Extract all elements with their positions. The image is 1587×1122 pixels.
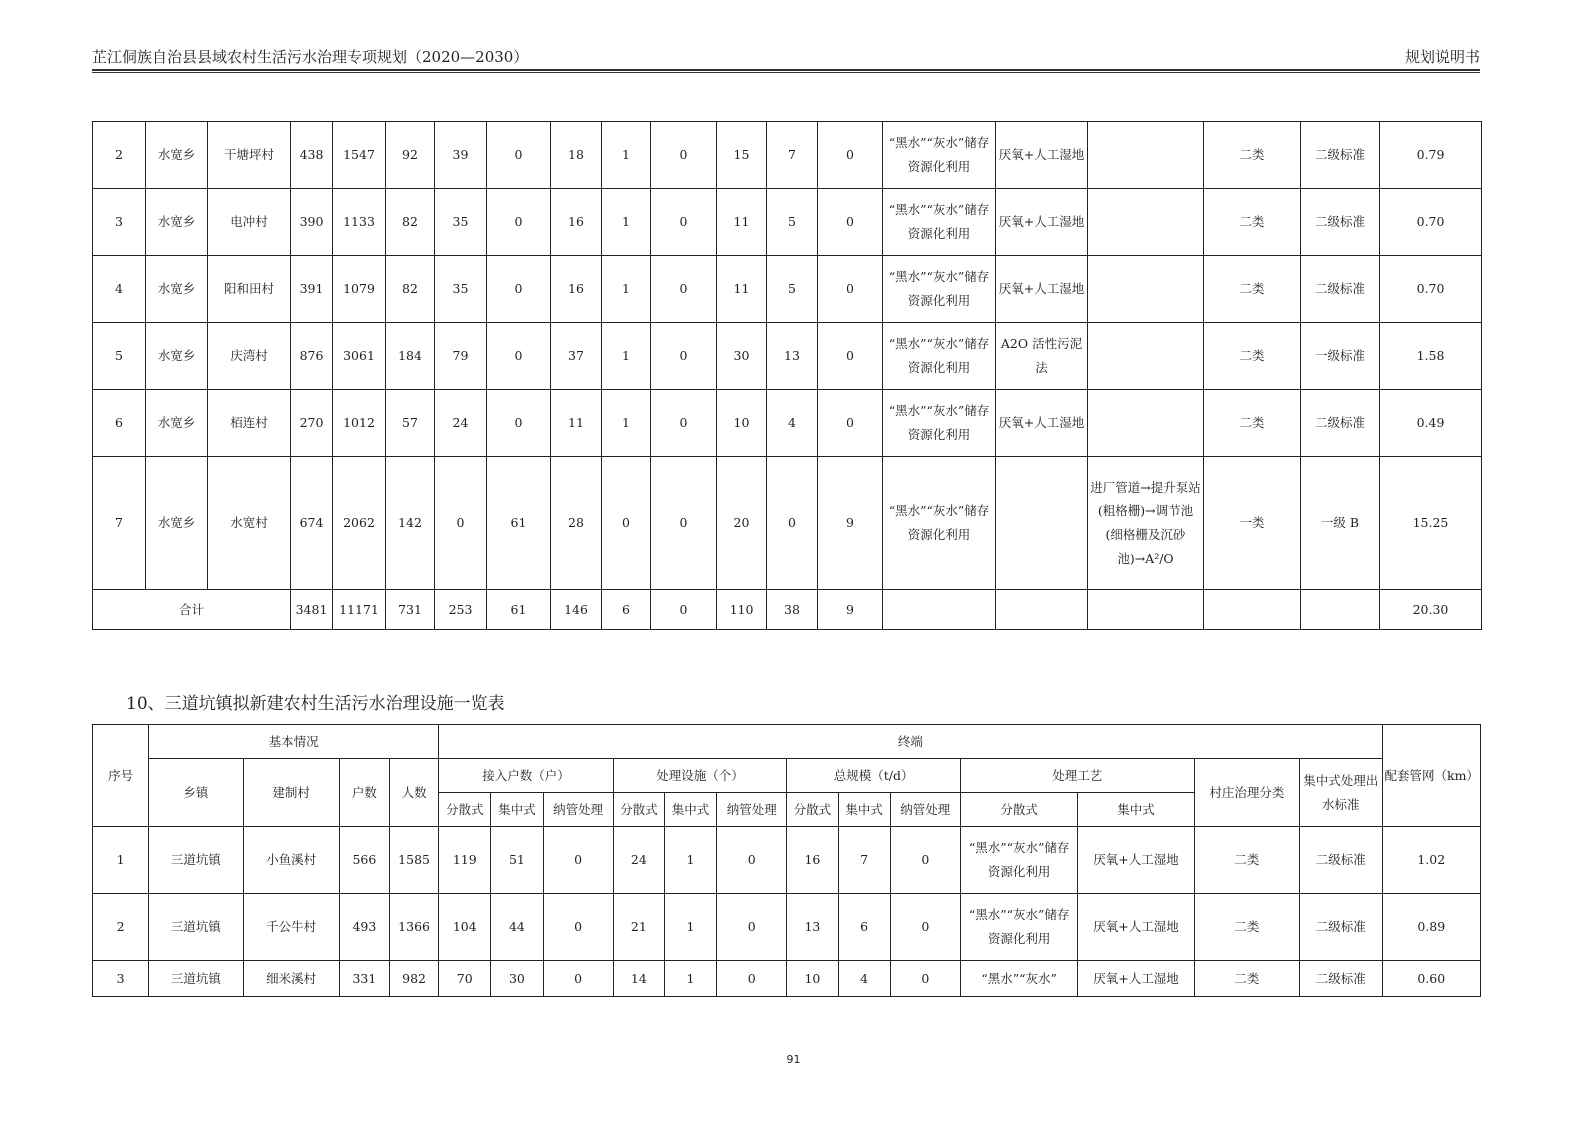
table-cell: 进厂管道→提升泵站(粗格栅)→调节池(细格栅及沉砂池)→A²/O <box>1088 457 1204 590</box>
table-cell: 493 <box>339 894 389 961</box>
table-cell: 184 <box>386 323 435 390</box>
table-cell: 4 <box>93 256 146 323</box>
table-cell: 0 <box>818 323 883 390</box>
table-cell: 92 <box>386 122 435 189</box>
table-cell <box>1088 256 1204 323</box>
table-cell: 390 <box>291 189 333 256</box>
table-cell: 1 <box>93 827 149 894</box>
table-cell: 61 <box>487 457 551 590</box>
table-cell: 庆湾村 <box>208 323 291 390</box>
table-cell: 15.25 <box>1380 457 1482 590</box>
document-type: 规划说明书 <box>1404 48 1480 66</box>
table-cell: 二类 <box>1194 961 1299 997</box>
table-cell: 0.60 <box>1382 961 1481 997</box>
table-cell <box>1088 323 1204 390</box>
table2-header <box>93 725 1481 827</box>
table-cell: 15 <box>717 122 767 189</box>
table-cell: 1 <box>664 961 716 997</box>
table-cell: 0 <box>717 894 787 961</box>
table-cell: 70 <box>439 961 491 997</box>
table-cell: 6 <box>838 894 890 961</box>
table-cell: 二级标准 <box>1300 894 1382 961</box>
table-cell <box>1204 590 1301 630</box>
table-cell: 30 <box>717 323 767 390</box>
table-cell: 0.70 <box>1380 189 1482 256</box>
table-cell: 1366 <box>390 894 439 961</box>
table-cell: 水宽乡 <box>146 189 208 256</box>
table-cell: 0 <box>890 961 960 997</box>
table-cell: 5 <box>93 323 146 390</box>
table-cell: 6 <box>93 390 146 457</box>
table-cell: 0 <box>651 457 717 590</box>
table-cell: 1 <box>664 894 716 961</box>
table-cell: 二类 <box>1194 894 1299 961</box>
table-cell: 2062 <box>333 457 386 590</box>
table-cell: 0.49 <box>1380 390 1482 457</box>
table-cell: 厌氧+人工湿地 <box>996 189 1088 256</box>
header-village: 建制村 <box>243 759 339 827</box>
table-cell: 10 <box>787 961 838 997</box>
header-pipe: 纳管处理 <box>717 793 787 827</box>
table-cell: 6 <box>602 590 651 630</box>
table-cell: 0.89 <box>1382 894 1481 961</box>
table-cell: “黑水”“灰水”储存资源化利用 <box>960 827 1077 894</box>
table-cell: 0 <box>543 961 613 997</box>
table-cell: 1 <box>602 390 651 457</box>
table-row <box>93 827 1481 894</box>
table-cell: 142 <box>386 457 435 590</box>
table-cell: “黑水”“灰水”储存资源化利用 <box>883 390 996 457</box>
table-cell: “黑水”“灰水”储存资源化利用 <box>883 323 996 390</box>
header-total-scale: 总规模（t/d） <box>787 759 961 793</box>
table-cell: 二级标准 <box>1301 122 1380 189</box>
table-cell: 阳和田村 <box>208 256 291 323</box>
table-cell: 0 <box>487 122 551 189</box>
table-cell: 小鱼溪村 <box>243 827 339 894</box>
table-cell: 7 <box>767 122 818 189</box>
table-cell: 1585 <box>390 827 439 894</box>
table-cell: 146 <box>551 590 602 630</box>
table-cell: 0 <box>651 323 717 390</box>
table-cell: 1 <box>602 189 651 256</box>
table-cell: 391 <box>291 256 333 323</box>
table-cell: 3 <box>93 189 146 256</box>
table-cell: 16 <box>787 827 838 894</box>
table-row <box>93 189 1482 256</box>
table-cell: 水宽乡 <box>146 457 208 590</box>
table-cell: 18 <box>551 122 602 189</box>
table-cell: 1547 <box>333 122 386 189</box>
table-cell: 0 <box>651 590 717 630</box>
table-cell: 79 <box>435 323 487 390</box>
table-cell: 0 <box>818 390 883 457</box>
header-centralized: 集中式 <box>664 793 716 827</box>
table-cell: 7 <box>93 457 146 590</box>
table-cell: “黑水”“灰水”储存资源化利用 <box>883 122 996 189</box>
table-cell: 14 <box>613 961 664 997</box>
table-cell: 331 <box>339 961 389 997</box>
table-cell: 2 <box>93 122 146 189</box>
table-cell: 1 <box>664 827 716 894</box>
header-dispersed: 分散式 <box>613 793 664 827</box>
table-cell: 1.58 <box>1380 323 1482 390</box>
table-cell: 0 <box>717 961 787 997</box>
header-dispersed: 分散式 <box>787 793 838 827</box>
table-cell: 1 <box>602 122 651 189</box>
table-row <box>93 390 1482 457</box>
table-cell: 厌氧+人工湿地 <box>996 256 1088 323</box>
table-cell: 二级标准 <box>1300 961 1382 997</box>
table-cell: 0 <box>602 457 651 590</box>
table-cell: 3 <box>93 961 149 997</box>
table2-body <box>93 827 1481 997</box>
table-cell: 674 <box>291 457 333 590</box>
table-cell: 253 <box>435 590 487 630</box>
table-cell: 细米溪村 <box>243 961 339 997</box>
table-cell: 千公牛村 <box>243 894 339 961</box>
table-cell: 982 <box>390 961 439 997</box>
table-cell: 24 <box>613 827 664 894</box>
header-process: 处理工艺 <box>960 759 1194 793</box>
header-people: 人数 <box>390 759 439 827</box>
table-cell <box>883 590 996 630</box>
table-cell: “黑水”“灰水”储存资源化利用 <box>883 256 996 323</box>
table-cell: 0 <box>543 894 613 961</box>
table-cell: 0 <box>890 827 960 894</box>
table-cell: 0 <box>818 189 883 256</box>
table-cell: 0 <box>890 894 960 961</box>
table-row <box>93 256 1482 323</box>
table-cell: 37 <box>551 323 602 390</box>
document-title: 芷江侗族自治县县域农村生活污水治理专项规划（2020—2030） <box>92 48 529 66</box>
table-cell: 电冲村 <box>208 189 291 256</box>
table-cell: 0 <box>651 189 717 256</box>
table-cell: 二类 <box>1204 390 1301 457</box>
total-label: 合计 <box>93 590 291 630</box>
table-cell: 二类 <box>1204 323 1301 390</box>
table-cell: 57 <box>386 390 435 457</box>
table-cell: 11171 <box>333 590 386 630</box>
page-number: 91 <box>786 1053 801 1066</box>
table-cell: A2O 活性污泥法 <box>996 323 1088 390</box>
table-cell: 5 <box>767 189 818 256</box>
table-shuikuan-continued <box>92 121 1482 630</box>
table-cell: 1133 <box>333 189 386 256</box>
table-cell: 82 <box>386 256 435 323</box>
table-cell: 1 <box>602 323 651 390</box>
table-cell: 0 <box>717 827 787 894</box>
table-cell: 0 <box>651 390 717 457</box>
header-village-class: 村庄治理分类 <box>1194 759 1299 827</box>
table-cell: 0.79 <box>1380 122 1482 189</box>
table-cell: 水宽乡 <box>146 256 208 323</box>
total-row <box>93 590 1482 630</box>
table-cell: 731 <box>386 590 435 630</box>
table-cell: 二类 <box>1194 827 1299 894</box>
table-cell: 35 <box>435 256 487 323</box>
table-cell: 4 <box>838 961 890 997</box>
table-cell: 51 <box>491 827 543 894</box>
table-cell: 876 <box>291 323 333 390</box>
table-cell: 厌氧+人工湿地 <box>1078 894 1194 961</box>
table-cell: 水宽乡 <box>146 122 208 189</box>
table-cell: 厌氧+人工湿地 <box>1078 827 1194 894</box>
table-cell: “黑水”“灰水”储存资源化利用 <box>960 894 1077 961</box>
table-cell: 61 <box>487 590 551 630</box>
header-divider <box>92 69 1480 73</box>
header-pipe: 纳管处理 <box>890 793 960 827</box>
table-row <box>93 894 1481 961</box>
table-cell: 10 <box>717 390 767 457</box>
table-cell: 44 <box>491 894 543 961</box>
table-cell: 20 <box>717 457 767 590</box>
table-cell <box>1088 390 1204 457</box>
table-cell: 0 <box>487 323 551 390</box>
table-cell: 21 <box>613 894 664 961</box>
page-header <box>92 46 1480 70</box>
table-sandaokeng <box>92 724 1481 997</box>
table-cell <box>1301 590 1380 630</box>
table-cell: 39 <box>435 122 487 189</box>
table-cell: 水宽村 <box>208 457 291 590</box>
header-centralized: 集中式 <box>838 793 890 827</box>
table-cell: 9 <box>818 457 883 590</box>
header-town: 乡镇 <box>149 759 243 827</box>
header-dispersed: 分散式 <box>960 793 1077 827</box>
table-cell <box>1088 590 1204 630</box>
table-cell: 110 <box>717 590 767 630</box>
table-cell: 9 <box>818 590 883 630</box>
header-centralized: 集中式 <box>1078 793 1194 827</box>
table-cell: 566 <box>339 827 389 894</box>
table-cell: 11 <box>717 189 767 256</box>
table-cell: 1012 <box>333 390 386 457</box>
table-cell: 0 <box>818 256 883 323</box>
table-cell: 厌氧+人工湿地 <box>1078 961 1194 997</box>
table-cell: 1079 <box>333 256 386 323</box>
table-cell: 0 <box>818 122 883 189</box>
table-cell: 35 <box>435 189 487 256</box>
table-cell: 11 <box>717 256 767 323</box>
table-cell: 0 <box>543 827 613 894</box>
table-cell: 水宽乡 <box>146 323 208 390</box>
table-cell: 4 <box>767 390 818 457</box>
table-cell: 0 <box>487 189 551 256</box>
table-cell: “黑水”“灰水”储存资源化利用 <box>883 457 996 590</box>
table-cell: 2 <box>93 894 149 961</box>
header-seq: 序号 <box>93 725 149 827</box>
table-cell: 3481 <box>291 590 333 630</box>
table-cell: 0 <box>651 122 717 189</box>
table-cell: 一类 <box>1204 457 1301 590</box>
table-cell: 干塘坪村 <box>208 122 291 189</box>
header-centralized: 集中式 <box>491 793 543 827</box>
table-cell: 厌氧+人工湿地 <box>996 122 1088 189</box>
table-cell: 28 <box>551 457 602 590</box>
table-cell: 三道坑镇 <box>149 827 243 894</box>
table-cell: 0.70 <box>1380 256 1482 323</box>
table-cell: 20.30 <box>1380 590 1482 630</box>
header-terminal: 终端 <box>439 725 1382 759</box>
table-cell: 0 <box>651 256 717 323</box>
header-basic-info: 基本情况 <box>149 725 439 759</box>
table-cell: 11 <box>551 390 602 457</box>
table-row <box>93 961 1481 997</box>
table-cell: 栢连村 <box>208 390 291 457</box>
table-cell: 82 <box>386 189 435 256</box>
header-households: 户数 <box>339 759 389 827</box>
table-cell: 一级 B <box>1301 457 1380 590</box>
table-cell: 二类 <box>1204 122 1301 189</box>
table-cell: 30 <box>491 961 543 997</box>
header-effluent-standard: 集中式处理出水标准 <box>1300 759 1382 827</box>
table-cell: 二类 <box>1204 256 1301 323</box>
table1-body <box>93 122 1482 630</box>
table-row <box>93 122 1482 189</box>
table-cell: 438 <box>291 122 333 189</box>
header-connected-households: 接入户数（户） <box>439 759 614 793</box>
table-cell: 16 <box>551 256 602 323</box>
table-cell <box>1088 122 1204 189</box>
table-cell: 16 <box>551 189 602 256</box>
table-cell <box>1088 189 1204 256</box>
header-pipe: 纳管处理 <box>543 793 613 827</box>
table-cell: 二类 <box>1204 189 1301 256</box>
table-cell: 0 <box>487 390 551 457</box>
table-cell: 24 <box>435 390 487 457</box>
table-cell <box>996 457 1088 590</box>
table-cell: 厌氧+人工湿地 <box>996 390 1088 457</box>
table-cell: 270 <box>291 390 333 457</box>
table-cell: 5 <box>767 256 818 323</box>
table-cell: 0 <box>767 457 818 590</box>
table-cell: 三道坑镇 <box>149 961 243 997</box>
table-cell: “黑水”“灰水” <box>960 961 1077 997</box>
table-cell: 水宽乡 <box>146 390 208 457</box>
table-cell: 三道坑镇 <box>149 894 243 961</box>
table-cell: 1.02 <box>1382 827 1481 894</box>
table-cell: 0 <box>487 256 551 323</box>
table-cell: 38 <box>767 590 818 630</box>
table-cell: 13 <box>767 323 818 390</box>
header-facilities: 处理设施（个） <box>613 759 787 793</box>
table-cell: 0 <box>435 457 487 590</box>
table-cell: 3061 <box>333 323 386 390</box>
table-cell: 1 <box>602 256 651 323</box>
table-cell <box>996 590 1088 630</box>
table-cell: 二级标准 <box>1301 256 1380 323</box>
table-cell: 二级标准 <box>1301 390 1380 457</box>
table-cell: 104 <box>439 894 491 961</box>
table-cell: 7 <box>838 827 890 894</box>
table-row <box>93 457 1482 590</box>
header-dispersed: 分散式 <box>439 793 491 827</box>
section-title: 10、三道坑镇拟新建农村生活污水治理设施一览表 <box>126 694 505 714</box>
header-pipe-network: 配套管网（km） <box>1382 725 1481 827</box>
table-cell: 一级标准 <box>1301 323 1380 390</box>
table-row <box>93 323 1482 390</box>
table-cell: “黑水”“灰水”储存资源化利用 <box>883 189 996 256</box>
table-cell: 二级标准 <box>1300 827 1382 894</box>
table-cell: 119 <box>439 827 491 894</box>
table-cell: 13 <box>787 894 838 961</box>
table-cell: 二级标准 <box>1301 189 1380 256</box>
